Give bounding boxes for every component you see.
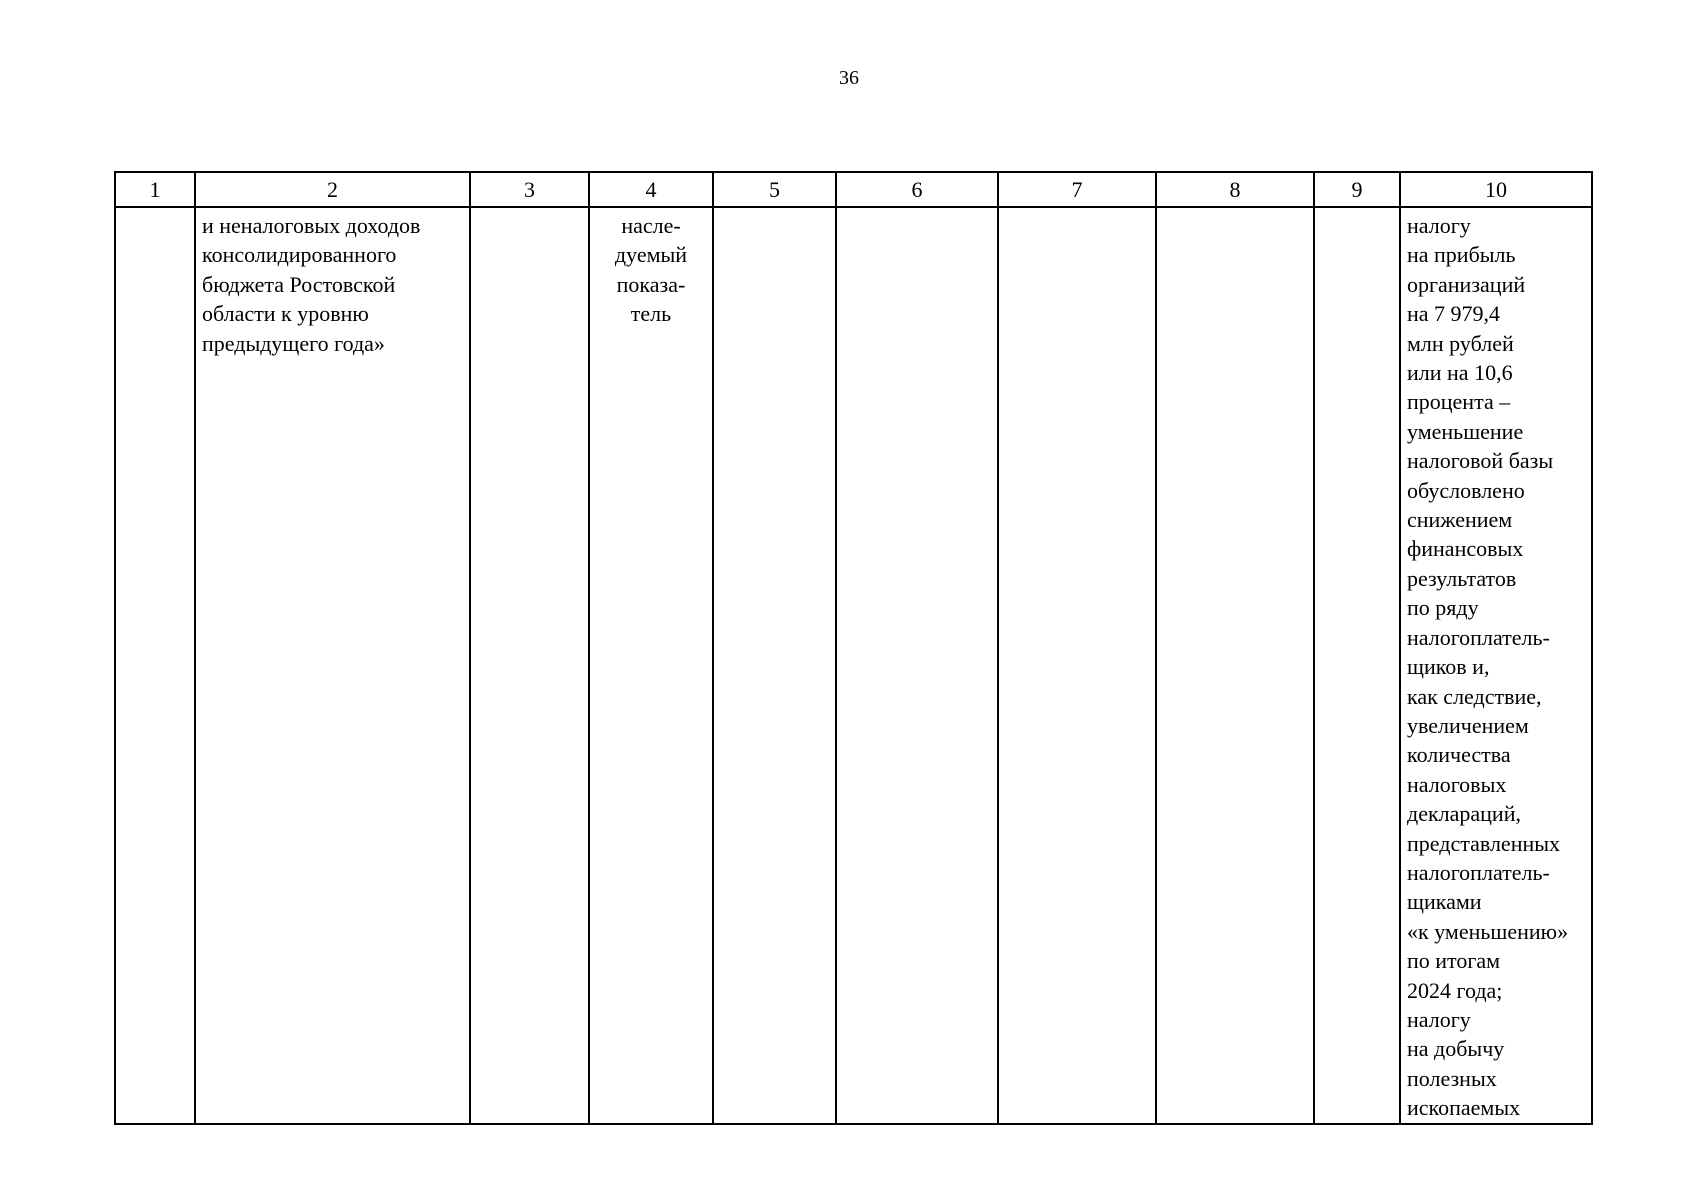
cell-col-1	[115, 207, 195, 1124]
text-line: налогу	[1407, 1006, 1471, 1032]
page-number: 36	[839, 67, 859, 89]
column-header-3: 3	[470, 172, 589, 207]
data-table	[114, 171, 1593, 1125]
text-line: результатов	[1407, 565, 1517, 591]
column-header-2: 2	[195, 172, 470, 207]
column-header-1: 1	[115, 172, 195, 207]
text-line: на добычу	[1407, 1036, 1505, 1062]
cell-col-4-text	[590, 211, 712, 329]
text-line: предыдущего года»	[202, 330, 385, 356]
text-line: на 7 979,4	[1407, 301, 1501, 327]
cell-col-7	[998, 207, 1156, 1124]
text-line: налогу	[1407, 213, 1471, 238]
column-header-5: 5	[713, 172, 836, 207]
cell-col-5	[713, 207, 836, 1124]
text-line: по ряду	[1407, 595, 1479, 621]
cell-col-3	[470, 207, 589, 1124]
cell-col-2-text	[196, 211, 469, 358]
text-line: представленных	[1407, 830, 1561, 856]
text-line: налогоплатель-	[1407, 624, 1550, 650]
column-header-9: 9	[1314, 172, 1400, 207]
text-line: налоговых	[1407, 771, 1507, 797]
cell-col-10-text	[1401, 211, 1591, 1123]
text-line: ископаемых	[1407, 1095, 1521, 1121]
cell-col-4	[589, 207, 713, 1124]
text-line: увеличением	[1407, 712, 1529, 738]
cell-col-8	[1156, 207, 1314, 1124]
column-header-8: 8	[1156, 172, 1314, 207]
text-line: на прибыль	[1407, 242, 1516, 268]
text-line: как следствие,	[1407, 683, 1542, 709]
text-line: тель	[630, 301, 672, 327]
text-line: насле-	[621, 213, 681, 238]
header-row	[115, 172, 1592, 207]
text-line: и неналоговых доходов	[202, 213, 421, 238]
text-line: деклараций,	[1407, 801, 1521, 827]
text-line: полезных	[1407, 1065, 1497, 1091]
text-line: 2024 года;	[1407, 977, 1503, 1003]
cell-col-2	[195, 207, 470, 1124]
text-line: показа-	[616, 271, 686, 297]
text-line: налоговой базы	[1407, 448, 1554, 474]
column-header-6: 6	[836, 172, 998, 207]
text-line: или на 10,6	[1407, 360, 1513, 386]
text-line: консолидированного	[202, 242, 397, 268]
cell-col-10	[1400, 207, 1592, 1124]
column-header-7: 7	[998, 172, 1156, 207]
text-line: налогоплатель-	[1407, 859, 1550, 885]
text-line: бюджета Ростовской	[202, 271, 396, 297]
text-line: по итогам	[1407, 948, 1501, 974]
text-line: области к уровню	[202, 301, 369, 327]
table-row	[115, 207, 1592, 1124]
text-line: млн рублей	[1407, 330, 1514, 356]
text-line: финансовых	[1407, 536, 1524, 562]
text-line: снижением	[1407, 507, 1513, 533]
text-line: уменьшение	[1407, 418, 1524, 444]
text-line: организаций	[1407, 271, 1526, 297]
text-line: щиками	[1407, 889, 1482, 915]
text-line: процента –	[1407, 389, 1511, 415]
text-line: «к уменьшению»	[1407, 918, 1569, 944]
column-header-4: 4	[589, 172, 713, 207]
cell-col-9	[1314, 207, 1400, 1124]
column-header-10: 10	[1400, 172, 1592, 207]
text-line: обусловлено	[1407, 477, 1525, 503]
text-line: щиков и,	[1407, 654, 1490, 680]
cell-col-6	[836, 207, 998, 1124]
text-line: количества	[1407, 742, 1511, 768]
text-line: дуемый	[614, 242, 688, 268]
